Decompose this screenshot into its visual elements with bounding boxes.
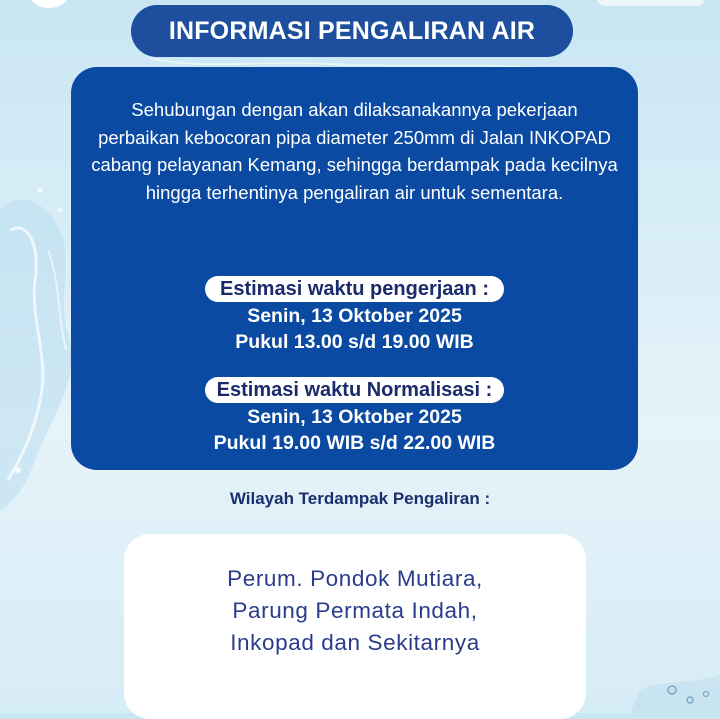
normalization-date: Senin, 13 Oktober 2025 (247, 406, 462, 428)
page-title: INFORMASI PENGALIRAN AIR (131, 5, 573, 57)
affected-area-title: Wilayah Terdampak Pengaliran : (229, 489, 491, 508)
decorative-tab (596, 0, 706, 6)
normalization-time: Pukul 19.00 WIB s/d 22.00 WIB (213, 432, 496, 454)
work-estimate-label: Estimasi waktu pengerjaan : (205, 276, 504, 302)
work-date: Senin, 13 Oktober 2025 (247, 305, 462, 327)
notice-card (71, 67, 638, 470)
normalization-estimate-label: Estimasi waktu Normalisasi : (205, 377, 504, 403)
affected-area-item: Inkopad dan Sekitarnya (230, 630, 480, 655)
affected-area-card (124, 534, 586, 719)
notice-intro: Sehubungan dengan akan dilaksanakannya pekerjaan perbaikan kebocoran pipa diameter 250mm di Jalan INKOPAD cabang pelayanan Kemang, sehingga berdampak pada kecilnya hingga terhentinya pengaliran air untuk sementara. (91, 99, 618, 203)
affected-area-item: Parung Permata Indah, (232, 598, 478, 623)
affected-area-item: Perum. Pondok Mutiara, (227, 566, 483, 591)
work-time: Pukul 13.00 s/d 19.00 WIB (235, 331, 474, 353)
logo-badge (26, 0, 72, 8)
